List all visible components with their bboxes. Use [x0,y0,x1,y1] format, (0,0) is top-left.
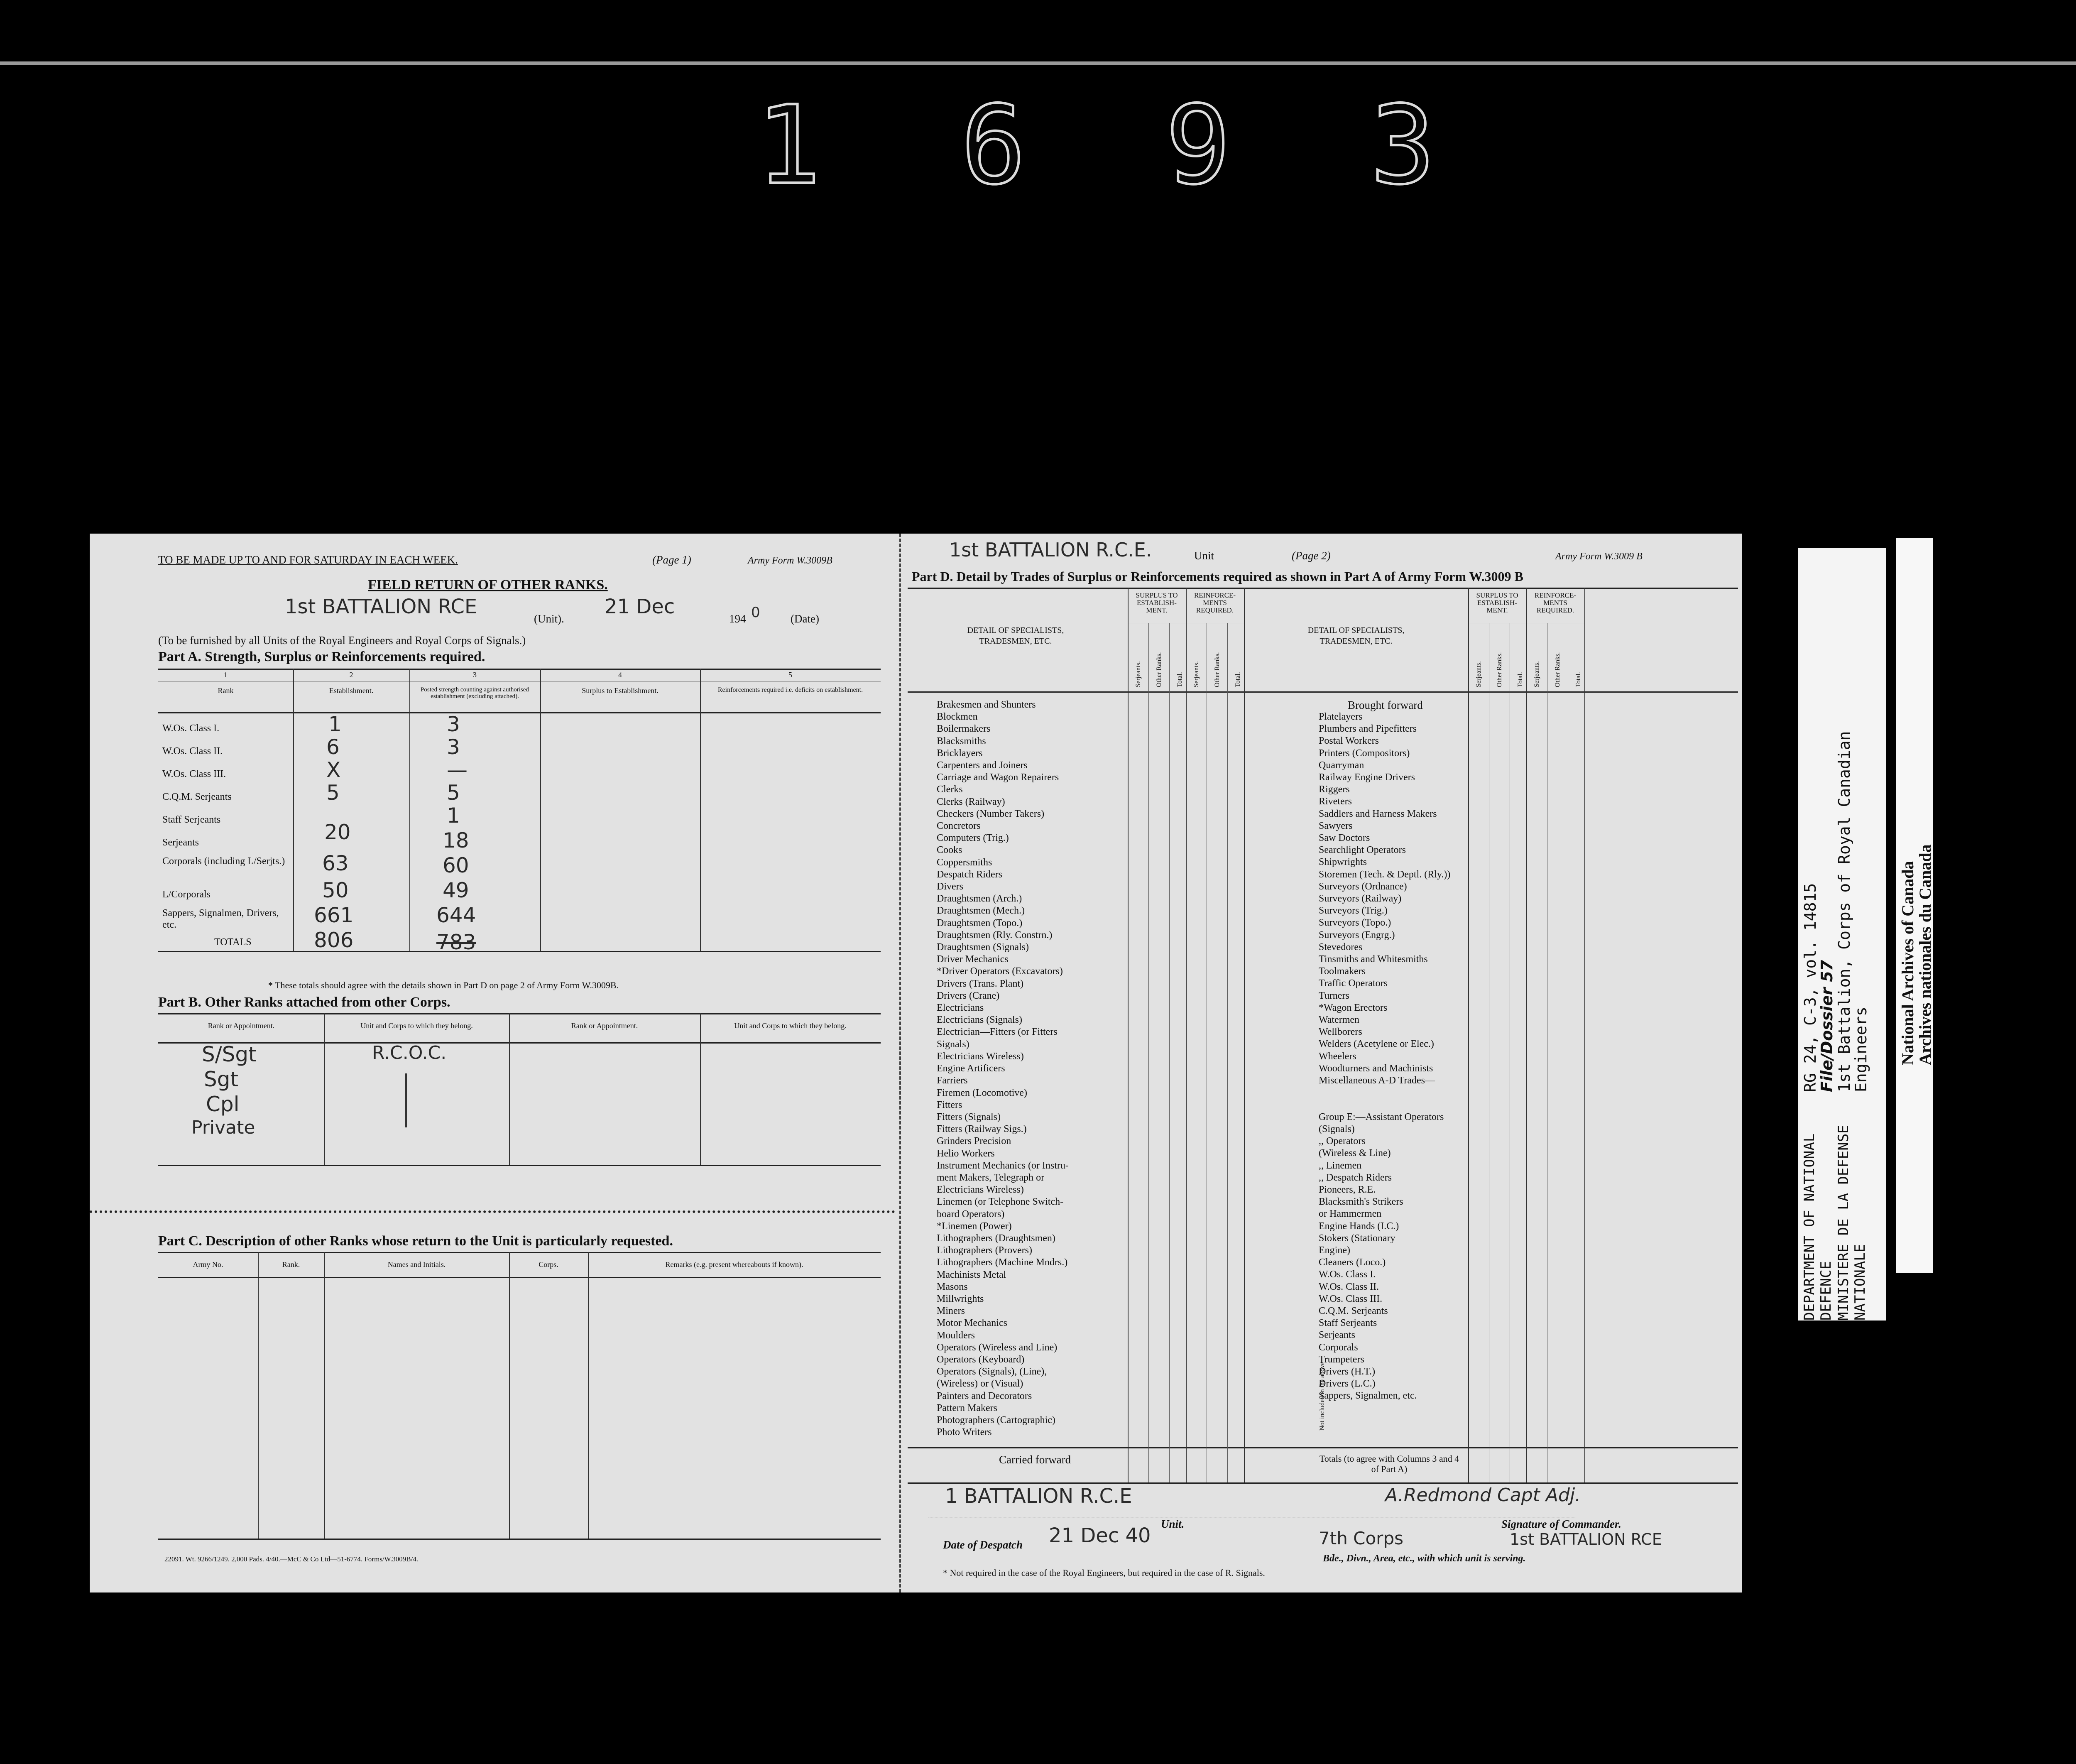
trade-item: Surveyors (Trig.) [1319,905,1388,916]
trade-item: (Wireless & Line) [1319,1148,1391,1159]
trade-item: Firemen (Locomotive) [937,1087,1027,1098]
commander-signature: A.Redmond Capt Adj. [1385,1485,1581,1506]
trade-item: Electricians [937,1002,984,1014]
trade-item: Riggers [1319,784,1350,795]
trade-item: Photo Writers [937,1427,992,1438]
brought-forward: Brought forward [1348,699,1423,711]
trade-item: Miners [937,1306,965,1317]
trade-item: Masons [937,1281,968,1292]
trade-item: Tinsmiths and Whitesmiths [1319,954,1428,965]
trade-item: Wellborers [1319,1027,1362,1038]
trade-item: Electricians Wireless) [937,1051,1024,1062]
year-printed: 194 [729,612,746,625]
trade-item: *Driver Operators (Excavators) [937,966,1063,977]
nac-english: National Archives of Canada [1898,861,1917,1065]
trade-item: Draughtsmen (Mech.) [937,905,1025,916]
not-included-note: Not included in the above [1319,1362,1326,1431]
subcol-total: Total. [1575,672,1582,687]
trade-item: Despatch Riders [937,869,1002,880]
trade-item: Machinists Metal [937,1269,1006,1280]
formation-handwritten: 7th Corps [1319,1528,1403,1548]
trade-item: Drivers (H.T.) [1319,1366,1376,1377]
trade-item: Draughtsmen (Rly. Constrn.) [937,929,1053,941]
formation-caption: Bde., Divn., Area, etc., with which unit is serving. [1323,1553,1526,1564]
trade-item: Riveters [1319,796,1352,807]
trade-item: Plumbers and Pipefitters [1319,723,1417,735]
trade-item: Saw Doctors [1319,833,1370,844]
trade-item: Photographers (Cartographic) [937,1414,1055,1426]
subcol-serjeants: Serjeants. [1475,661,1482,687]
trade-item: Surveyors (Topo.) [1319,917,1391,929]
trade-item: Farriers [937,1075,968,1086]
trade-item: Electrician—Fitters (or Fitters [937,1027,1058,1038]
film-edge-line [0,61,2076,65]
trade-item: Platelayers [1319,711,1363,722]
trade-item: (Signals) [1319,1123,1355,1134]
trade-item: Woodturners and Machinists [1319,1063,1433,1074]
field-return-form [90,534,1742,1592]
trade-item: Drivers (L.C.) [1319,1378,1376,1389]
trade-item: Miscellaneous A-D Trades— [1319,1075,1435,1086]
trade-item: Stevedores [1319,941,1363,953]
trade-item: Operators (Signals), (Line), [937,1366,1047,1377]
trade-item: Motor Mechanics [937,1318,1007,1329]
trade-item: Shipwrights [1319,857,1367,868]
trade-item: Carriage and Wagon Repairers [937,772,1059,783]
trade-item: Instrument Mechanics (or Instru- [937,1160,1069,1171]
archive-file-line: File/Dossier 57 [1818,960,1836,1092]
trade-item: Helio Workers [937,1148,995,1159]
trade-item: Sawyers [1319,820,1353,831]
trade-item: Electricians (Signals) [937,1014,1022,1026]
trade-item: W.Os. Class III. [1319,1293,1383,1304]
trade-item: Quarryman [1319,760,1364,771]
unit-signature-handwritten: 1 BATTALION R.C.E [945,1485,1132,1508]
trade-item: Checkers (Number Takers) [937,808,1045,819]
trade-item: Drivers (Crane) [937,990,1000,1001]
form-number: Army Form W.3009B [748,555,832,566]
trade-item: Draughtsmen (Signals) [937,942,1029,953]
trade-item: Stokers (Stationary [1319,1232,1395,1244]
col-reinf-left: REINFORCE-MENTS REQUIRED. [1194,591,1236,614]
col-reinf-right: REINFORCE-MENTS REQUIRED. [1534,591,1577,614]
trade-item: or Hammermen [1319,1208,1382,1220]
trade-item: Blockmen [937,711,978,723]
unit-label-page2: Unit [1194,549,1214,562]
archive-unit-line: 1st Battalion, Corps of Royal Canadian [1835,731,1853,1092]
trade-item: Postal Workers [1319,735,1379,747]
trade-item: (Wireless) or (Visual) [937,1378,1023,1389]
dept-line-3: MINISTERE DE LA DEFENSE [1835,1125,1852,1321]
part-a-column-numbers: 1 2 3 4 5 [224,671,792,679]
trade-item: *Linemen (Power) [937,1220,1012,1232]
trade-item: Pattern Makers [937,1402,997,1414]
subcol-serjeants: Serjeants. [1135,661,1142,687]
trade-item: Fitters [937,1099,962,1110]
form-title: FIELD RETURN OF OTHER RANKS. [368,577,608,593]
trade-item: Searchlight Operators [1319,845,1406,856]
trade-item: Lithographers (Draughtsmen) [937,1232,1055,1244]
col-detail-right: DETAIL OF SPECIALISTS, TRADESMEN, ETC. [1307,626,1405,646]
trade-item: Blacksmith's Strikers [1319,1196,1403,1208]
col-surplus-right: SURPLUS TO ESTABLISH-MENT. [1476,591,1518,614]
trade-item: Trumpeters [1319,1354,1364,1365]
archive-ref-line: RG 24, C-3, vol. 14815 [1801,883,1819,1092]
trade-item: Driver Mechanics [937,954,1009,965]
trade-item: Cleaners (Loco.) [1319,1257,1386,1268]
trade-item: Concretors [937,821,981,832]
archive-unit-line-2: Engineers [1852,1007,1870,1092]
part-b-title: Part B. Other Ranks attached from other Corps. [158,995,450,1010]
unit-caption: Unit. [1161,1518,1185,1530]
page-label: (Page 1) [652,554,691,566]
trade-item: Cooks [937,845,962,856]
despatch-label: Date of Despatch [943,1539,1023,1551]
trade-item: Blacksmiths [937,735,986,747]
page-label-2: (Page 2) [1292,549,1331,562]
trade-item: Drivers (Trans. Plant) [937,978,1024,989]
unit-handwritten: 1st BATTALION RCE [285,595,477,618]
perforation [90,1210,895,1213]
trade-item: Serjeants [1319,1330,1355,1341]
trade-item: Traffic Operators [1319,978,1388,989]
subcol-serjeants: Serjeants. [1193,661,1200,687]
trade-item [1319,1087,1450,1099]
trade-item: Moulders [937,1330,975,1341]
trade-item: board Operators) [937,1208,1005,1220]
dept-line: DEPARTMENT OF NATIONAL [1801,1133,1818,1321]
trade-item: C.Q.M. Serjeants [1319,1305,1388,1316]
unit-handwritten-page2: 1st BATTALION R.C.E. [949,539,1152,561]
trade-item: Carpenters and Joiners [937,760,1028,771]
unit-label: (Unit). [534,612,564,625]
trade-item: Fitters (Railway Sigs.) [937,1124,1027,1135]
trade-item: Draughtsmen (Arch.) [937,893,1022,904]
trade-item: Divers [937,881,963,892]
ditto-mark [405,1073,407,1127]
frame-number: 1 6 9 3 [756,83,1473,208]
trade-item: Boilermakers [937,723,991,735]
trade-item: Bricklayers [937,747,983,759]
subcol-total: Total. [1176,672,1183,687]
totals-label: Totals (to agree with Columns 3 and 4 of Part A) [1319,1453,1459,1474]
trade-item: Engine Artificers [937,1063,1005,1074]
carried-forward: Carried forward [999,1453,1071,1466]
trade-item: ment Makers, Telegraph or [937,1172,1045,1183]
signature-caption: Signature of Commander. [1501,1518,1621,1530]
trade-item: Toolmakers [1319,966,1366,977]
trade-item: Group E:—Assistant Operators [1319,1111,1444,1122]
despatch-date: 21 Dec 40 [1049,1524,1151,1547]
trade-item: Brakesmen and Shunters [937,699,1036,710]
trade-item: Corporals [1319,1342,1358,1353]
trade-item: Millwrights [937,1293,984,1304]
dept-line-4: NATIONALE [1852,1244,1868,1321]
part-d-title: Part D. Detail by Trades of Surplus or Reinforcements required as shown in Part A of Army Form W.3009 B [912,569,1523,584]
trade-item: Watermen [1319,1014,1360,1026]
trade-item: Pioneers, R.E. [1319,1184,1376,1195]
trade-item: Storemen (Tech. & Deptl. (Rly.)) [1319,869,1451,880]
trade-item: Saddlers and Harness Makers [1319,808,1437,819]
form-number-page2: Army Form W.3009 B [1555,551,1643,562]
trades-list-right [1319,711,1450,1402]
trade-item: Surveyors (Engrg.) [1319,929,1395,941]
trade-item [1319,1099,1450,1111]
trade-item: Coppersmiths [937,857,992,868]
page-1: TO BE MADE UP TO AND FOR SATURDAY IN EACH WEEK. (Page 1) Army Form W.3009B FIELD RETURN OF OTHER RANKS. 1st BATTALION RCE (Unit). 21 Dec 194 0 (Date) (To be furnished by all Units of the Royal Engineers and Royal Corps of Signals.) Part A. Strength, Surplus or Reinforcements required. 1 2 3 4 5 Rank Establishment. Posted strength counting against authorised establishment (excluding attached). Surplus to Establishment. Reinforcements required i.e. deficits on establishment. W.Os. Class I. 1 3 W.Os. Class II. 6 3 W.Os. Class III. X — C.Q.M. Serjeants 5 5 Staff Serjeants 20 1 Serjeants 18 Corporals (including L/Serjts.) 63 60 L/Corporals 50 49 Sappers, Signalmen, Drivers, etc. 661 644 TOTALS 806 783 * These totals should agree with the details shown in Part D on page 2 of Army Form W.3009B. Part B. Other Ranks attached from other Corps. Rank or Appointment. Unit and Corps to which they belong. Rank or Appointment. Unit and Corps to which they belong. S/Sgt R.C.O.C. Sgt Cpl Private Part C. Description of other Ranks whose return to the Unit is particularly requested. Army No. Rank. Names and Initials. Corps. Remarks (e.g. present whereabouts if known). 22091. Wt. 9266/1249. 2,000 Pads. 4/40.—McC & Co Ltd—51-6774. Forms/W.3009B/4. [90,534,895,1592]
trade-item: Clerks (Railway) [937,796,1005,807]
trades-list-left [937,699,1069,1438]
part-a-title: Part A. Strength, Surplus or Reinforcements required. [158,649,485,664]
furnish-instruction: (To be furnished by all Units of the Royal Engineers and Royal Corps of Signals.) [158,634,526,647]
header-instruction: TO BE MADE UP TO AND FOR SATURDAY IN EACH WEEK. [158,554,458,566]
trade-item: ,, Linemen [1319,1160,1362,1171]
subcol-other-ranks: Other Ranks. [1496,652,1503,687]
subcol-serjeants: Serjeants. [1533,661,1540,687]
trade-item: *Wagon Erectors [1319,1002,1388,1013]
part-a-headers: Rank Establishment. Posted strength counting against authorised establishment (excluding attached). Surplus to Establishment. Reinforcements required i.e. deficits on establishment. [218,686,863,700]
trade-item: Operators (Keyboard) [937,1354,1025,1365]
trade-item: Sappers, Signalmen, etc. [1319,1390,1417,1401]
col-surplus-left: SURPLUS TO ESTABLISH-MENT. [1136,591,1178,614]
year-handwritten: 0 [751,604,760,621]
trade-item: Surveyors (Railway) [1319,893,1402,904]
dept-line-2: DEFENCE [1818,1261,1834,1321]
trade-item: Surveyors (Ordnance) [1319,881,1407,892]
trade-item: W.Os. Class II. [1319,1281,1379,1292]
trade-item: Engine) [1319,1245,1350,1256]
page-fold [899,534,901,1592]
trade-item: Operators (Wireless and Line) [937,1342,1058,1353]
trade-item: Computers (Trig.) [937,833,1009,844]
part-c-headers: Army No. Rank. Names and Initials. Corps. Remarks (e.g. present whereabouts if known). [193,1260,803,1269]
trade-item: Clerks [937,784,963,795]
trade-item: Lithographers (Machine Mndrs.) [937,1257,1068,1268]
trade-item: Painters and Decorators [937,1390,1032,1401]
trade-item: Grinders Precision [937,1136,1011,1147]
page-2 [903,534,1742,1592]
archive-reference-label [1798,548,1886,1321]
subcol-total: Total. [1517,672,1524,687]
trade-item: Turners [1319,990,1349,1001]
trade-item: Linemen (or Telephone Switch- [937,1196,1064,1208]
nac-french: Archives nationales du Canada [1916,844,1934,1065]
trade-item: Lithographers (Provers) [937,1245,1032,1256]
nac-label [1896,538,1933,1273]
trade-item: Printers (Compositors) [1319,747,1410,759]
totals-note: * These totals should agree with the details shown in Part D on page 2 of Army Form W.3009B. [268,980,619,990]
subcol-other-ranks: Other Ranks. [1156,652,1163,687]
trade-item: Wheelers [1319,1051,1356,1062]
col-detail-left: DETAIL OF SPECIALISTS, TRADESMEN, ETC. [967,626,1064,646]
trade-item: Signals) [937,1039,969,1050]
trade-item: ,, Despatch Riders [1319,1172,1392,1183]
date-label: (Date) [791,612,819,625]
trade-item: Staff Serjeants [1319,1318,1377,1329]
trade-item: ,, Operators [1319,1136,1366,1147]
subcol-other-ranks: Other Ranks. [1554,652,1561,687]
trade-item: Draughtsmen (Topo.) [937,917,1023,929]
date-handwritten: 21 Dec [605,595,675,618]
subcol-other-ranks: Other Ranks. [1214,652,1221,687]
formation-unit-handwritten: 1st BATTALION RCE [1510,1530,1662,1548]
trade-item: W.Os. Class I. [1319,1269,1376,1280]
part-b-headers: Rank or Appointment. Unit and Corps to which they belong. Rank or Appointment. Unit and Corps to which they belong. [208,1022,847,1030]
trade-item: Welders (Acetylene or Elec.) [1319,1039,1434,1050]
trade-item: Railway Engine Drivers [1319,772,1415,783]
trade-item: Fitters (Signals) [937,1111,1001,1122]
trade-item: Engine Hands (I.C.) [1319,1220,1399,1232]
subcol-total: Total. [1234,672,1241,687]
trade-item: Electricians Wireless) [937,1184,1024,1196]
part-c-title: Part C. Description of other Ranks whose return to the Unit is particularly requested. [158,1233,673,1249]
printer-line: 22091. Wt. 9266/1249. 2,000 Pads. 4/40.—McC & Co Ltd—51-6774. Forms/W.3009B/4. [164,1555,419,1563]
footnote: * Not required in the case of the Royal Engineers, but required in the case of R. Signals. [943,1568,1265,1578]
